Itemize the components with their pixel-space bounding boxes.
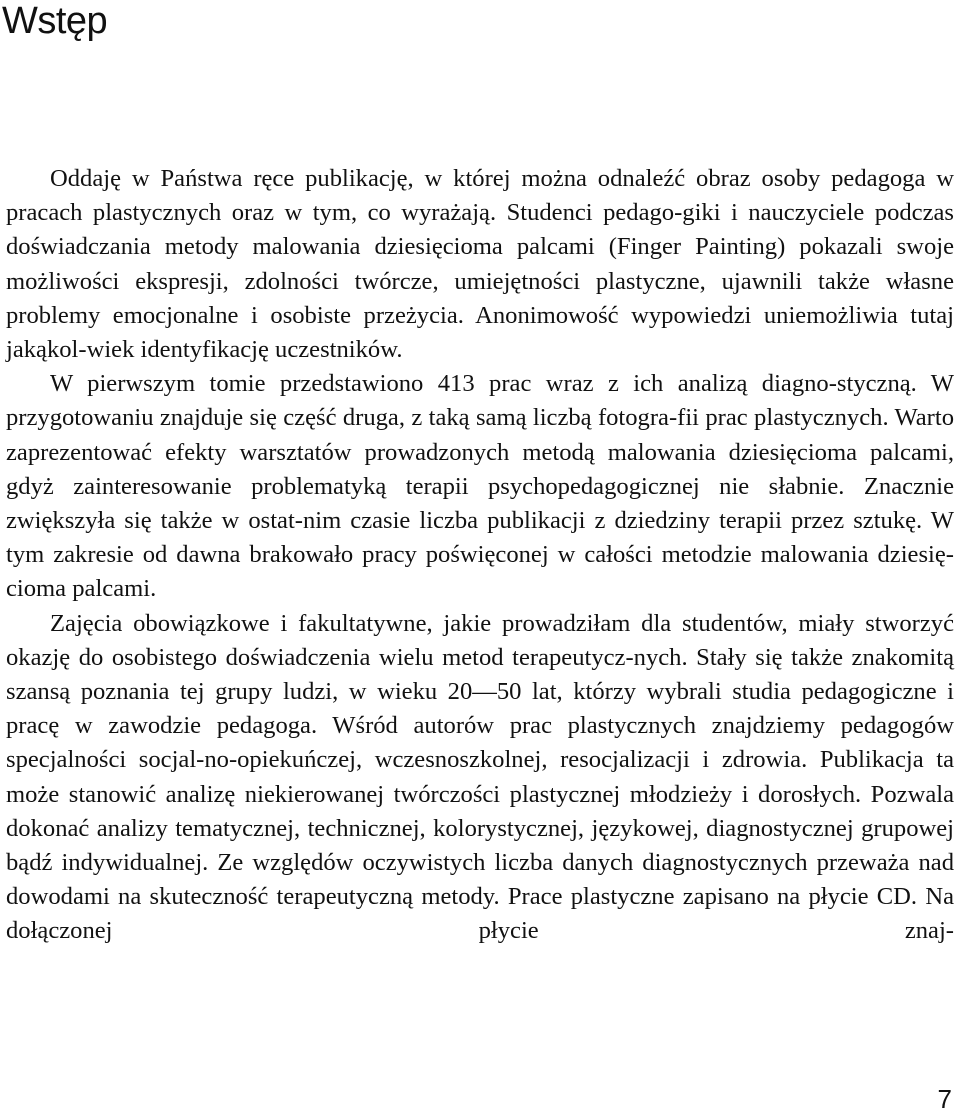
paragraph-1: Oddaję w Państwa ręce publikację, w której można odnaleźć obraz osoby pedagoga w pracach plastycznych oraz w tym, co wyrażają. Studenci pedago-giki i nauczyciele podczas doświadczania metody malowania dziesięcioma palcami (Finger Painting) pokazali swoje możliwości ekspresji, zdolności twórcze, umiejętności plastyczne, ujawnili także własne problemy emocjonalne i osobiste przeżycia. Anonimowość wypowiedzi uniemożliwia tutaj jakąkol-wiek identyfikację uczestników. [6, 165, 954, 364]
page-number: 7 [937, 1084, 952, 1114]
paragraph-3: Zajęcia obowiązkowe i fakultatywne, jakie prowadziłam dla studentów, miały stworzyć okazję do osobistego doświadczenia wielu metod terapeutycz-nych. Stały się także znakomitą szansą poznania tej grupy ludzi, w wieku 20—50 lat, którzy wybrali studia pedagogiczne i pracę w zawodzie pedagoga. Wśród autorów prac plastycznych znajdziemy pedagogów specjalności socjal-no-opiekuńczej, wczesnoszkolnej, resocjalizacji i zdrowia. Publikacja ta może stanowić analizę niekierowanej twórczości plastycznej młodzieży i dorosłych. Pozwala dokonać analizy tematycznej, technicznej, kolorystycznej, językowej, diagnostycznej grupowej bądź indywidualnej. Ze względów oczywistych liczba danych diagnostycznych przeważa nad dowodami na skuteczność terapeutyczną metody. Prace plastyczne zapisano na płycie CD. Na dołączonej płycie znaj- [6, 609, 954, 945]
chapter-heading: Wstęp [2, 0, 108, 42]
paragraph-2: W pierwszym tomie przedstawiono 413 prac wraz z ich analizą diagno-styczną. W przygotowaniu znajduje się część druga, z taką samą liczbą fotogra-fii prac plastycznych. Warto zaprezentować efekty warsztatów prowadzonych metodą malowania dziesięcioma palcami, gdyż zainteresowanie problematyką terapii psychopedagogicznej nie słabnie. Znacznie zwiększyła się także w ostat-nim czasie liczba publikacji z dziedziny terapii przez sztukę. W tym zakresie od dawna brakowało pracy poświęconej w całości metodzie malowania dziesię-cioma palcami. [6, 370, 954, 603]
chapter-body [6, 162, 954, 949]
